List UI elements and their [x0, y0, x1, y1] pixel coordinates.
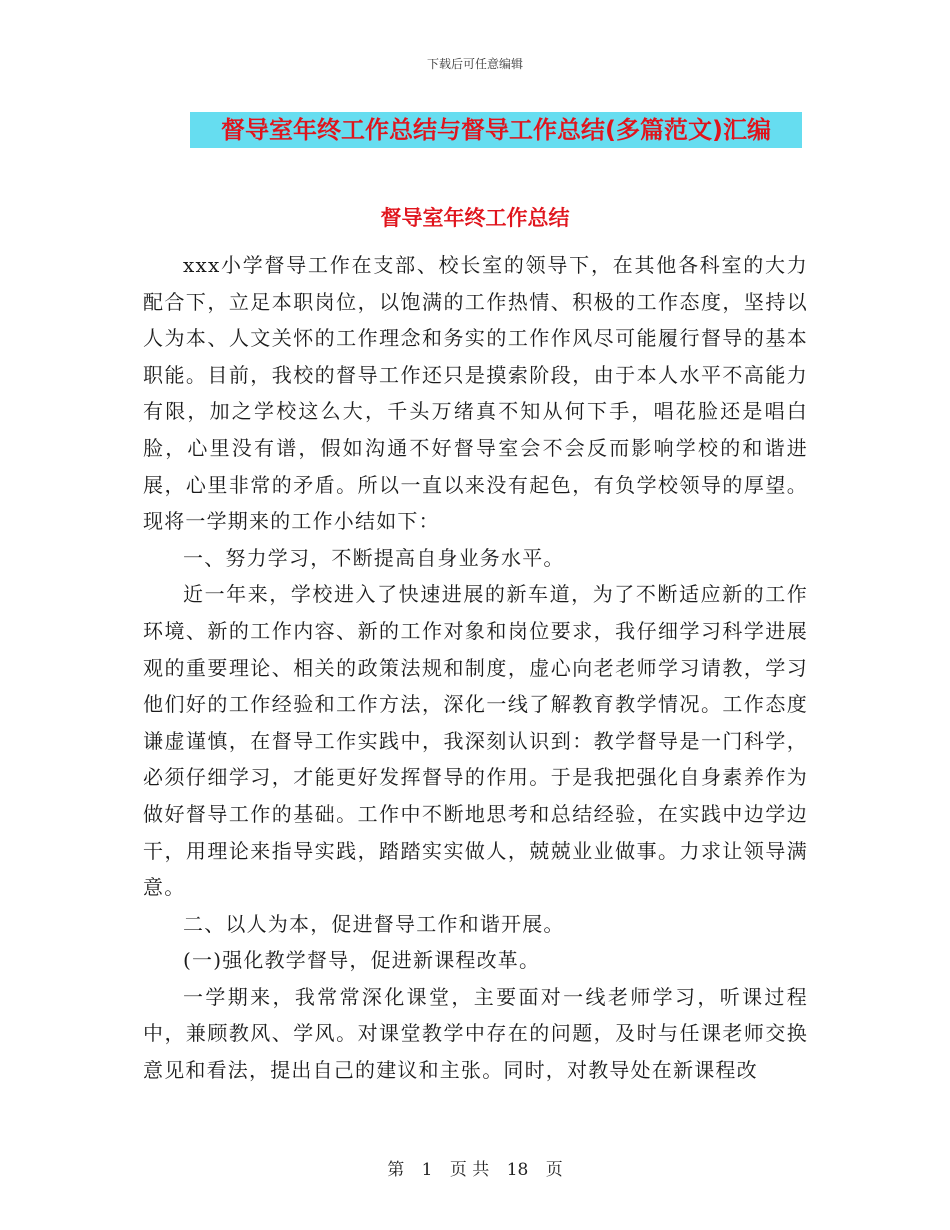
document-title: 督导室年终工作总结与督导工作总结(多篇范文)汇编: [190, 112, 802, 148]
footer-suffix: 页: [545, 1160, 563, 1180]
body-text: [143, 247, 808, 1089]
footer-page-number: 1: [421, 1160, 433, 1180]
paragraph: 一、努力学习，不断提高自身业务水平。: [183, 545, 565, 570]
paragraph: 一学期来，我常常深化课堂，主要面对一线老师学习，听课过程中，兼顾教风、学风。对课堂教学中存在的问题，及时与任课老师交换意见和看法，提出自己的建议和主张。同时，对教导处在新课程改: [143, 984, 808, 1083]
paragraph: xxx小学督导工作在支部、校长室的领导下，在其他各科室的大力配合下，立足本职岗位，以饱满的工作热情、积极的工作态度，坚持以人为本、人文关怀的工作理念和务实的工作作风尽可能履行督导的基本职能。目前，我校的督导工作还只是摸索阶段，由于本人水平不高能力有限，加之学校这么大，千头万绪真不知从何下手，唱花脸还是唱白脸，心里没有谱，假如沟通不好督导室会不会反而影响学校的和谐进展，心里非常的矛盾。所以一直以来没有起色，有负学校领导的厚望。现将一学期来的工作小结如下：: [143, 253, 808, 534]
footer-prefix: 第: [387, 1160, 405, 1180]
footer-total-pages: 18: [506, 1160, 529, 1180]
page-footer: [0, 1155, 950, 1180]
footer-middle: 页 共: [449, 1160, 490, 1180]
paragraph: 近一年来，学校进入了快速进展的新车道，为了不断适应新的工作环境、新的工作内容、新的工作对象和岗位要求，我仔细学习科学进展观的重要理论、相关的政策法规和制度，虚心向老老师学习请教，学习他们好的工作经验和工作方法，深化一线了解教育教学情况。工作态度谦虚谨慎，在督导工作实践中，我深刻认识到：教学督导是一门科学，必须仔细学习，才能更好发挥督导的作用。于是我把强化自身素养作为做好督导工作的基础。工作中不断地思考和总结经验，在实践中边学边干，用理论来指导实践，踏踏实实做人，兢兢业业做事。力求让领导满意。: [143, 582, 808, 900]
paragraph: (一)强化教学督导，促进新课程改革。: [183, 948, 541, 973]
header-note: 下载后可任意编辑: [426, 57, 523, 71]
paragraph: 二、以人为本，促进督导工作和谐开展。: [183, 911, 565, 936]
section-title: 督导室年终工作总结: [380, 206, 570, 230]
